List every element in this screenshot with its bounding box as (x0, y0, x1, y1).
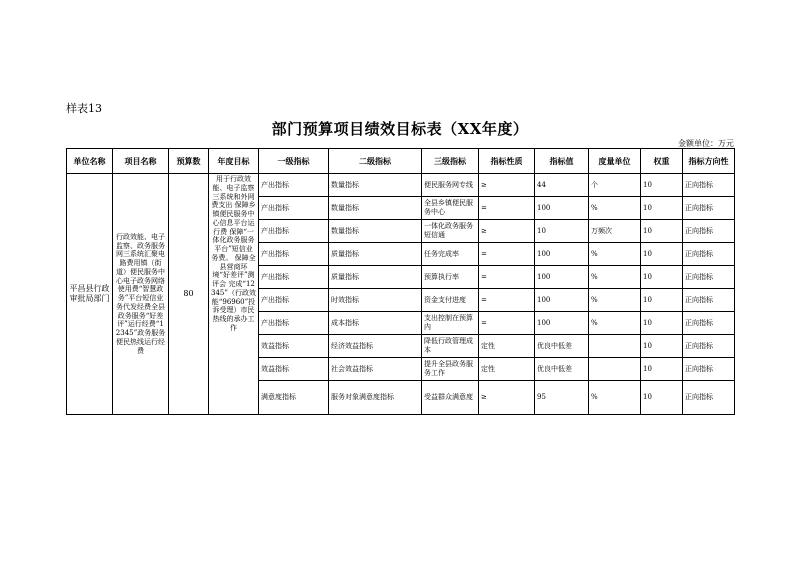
weight-cell: 10 (641, 312, 683, 335)
indicator-nature-cell: ≥ (479, 220, 535, 243)
direction-cell: 正向指标 (683, 289, 735, 312)
indicator-nature-cell: = (479, 312, 535, 335)
level1-indicator-cell: 产出指标 (259, 243, 329, 266)
indicator-nature-cell: 定性 (479, 358, 535, 381)
column-header: 指标值 (535, 149, 589, 174)
level3-indicator-cell: 提升全县政务服务工作 (422, 358, 479, 381)
level3-indicator-cell: 降低行政管理成本 (422, 335, 479, 358)
direction-cell: 正向指标 (683, 174, 735, 197)
level3-indicator-cell: 全县乡镇便民服务中心 (422, 197, 479, 220)
weight-cell: 10 (641, 358, 683, 381)
indicator-value-cell: 100 (535, 197, 589, 220)
level3-indicator-cell: 便民服务网专线 (422, 174, 479, 197)
indicator-nature-cell: = (479, 266, 535, 289)
level3-indicator-cell: 受益群众满意度 (422, 381, 479, 415)
page-title: 部门预算项目绩效目标表（XX年度） (271, 120, 529, 138)
weight-cell: 10 (641, 174, 683, 197)
level2-indicator-cell: 质量指标 (329, 243, 422, 266)
level2-indicator-cell: 质量指标 (329, 266, 422, 289)
direction-cell: 正向指标 (683, 266, 735, 289)
indicator-value-cell: 优良中低差 (535, 358, 589, 381)
level2-indicator-cell: 成本指标 (329, 312, 422, 335)
annual-goal-cell (209, 174, 259, 415)
unit-name-cell: 平昌县行政审批局部门 (67, 174, 113, 415)
level1-indicator-cell: 效益指标 (259, 335, 329, 358)
level1-indicator-cell: 满意度指标 (259, 381, 329, 415)
level3-indicator-cell: 支出控制在预算内 (422, 312, 479, 335)
sample-label: 样表13 (66, 102, 102, 115)
level1-indicator-cell: 效益指标 (259, 358, 329, 381)
project-name-cell: 行政效能、电子监察、政务服务网三系统汇聚电路费用镇（街道）便民服务中心电子政务网络使用费“智慧政务”平台短信业务代发经费全县政务服务“好差评”运行经费“12345”政务服务便民热线运行经费 (113, 174, 169, 415)
column-header: 权重 (641, 149, 683, 174)
direction-cell: 正向指标 (683, 220, 735, 243)
indicator-value-cell: 100 (535, 243, 589, 266)
level3-indicator-cell: 资金支付进度 (422, 289, 479, 312)
measure-unit-cell: % (589, 243, 641, 266)
direction-cell: 正向指标 (683, 197, 735, 220)
column-header: 一级指标 (259, 149, 329, 174)
level1-indicator-cell: 产出指标 (259, 197, 329, 220)
level1-indicator-cell: 产出指标 (259, 289, 329, 312)
direction-cell: 正向指标 (683, 335, 735, 358)
column-header: 项目名称 (113, 149, 169, 174)
column-header: 三级指标 (422, 149, 479, 174)
level1-indicator-cell: 产出指标 (259, 266, 329, 289)
weight-cell: 10 (641, 266, 683, 289)
measure-unit-cell (589, 358, 641, 381)
direction-cell: 正向指标 (683, 243, 735, 266)
column-header: 度量单位 (589, 149, 641, 174)
weight-cell: 10 (641, 197, 683, 220)
measure-unit-cell: % (589, 381, 641, 415)
column-header: 指标性质 (479, 149, 535, 174)
amount-unit-label: 金额单位：万元 (678, 139, 734, 148)
column-header: 单位名称 (67, 149, 113, 174)
level1-indicator-cell: 产出指标 (259, 312, 329, 335)
column-header: 年度目标 (209, 149, 259, 174)
measure-unit-cell: % (589, 312, 641, 335)
level3-indicator-cell: 一体化政务服务短信通 (422, 220, 479, 243)
measure-unit-cell: % (589, 266, 641, 289)
weight-cell: 10 (641, 243, 683, 266)
indicator-value-cell: 100 (535, 289, 589, 312)
measure-unit-cell: % (589, 197, 641, 220)
level3-indicator-cell: 任务完成率 (422, 243, 479, 266)
indicator-nature-cell: = (479, 243, 535, 266)
indicator-nature-cell: = (479, 289, 535, 312)
level2-indicator-cell: 服务对象满意度指标 (329, 381, 422, 415)
column-header: 二级指标 (329, 149, 422, 174)
indicator-value-cell: 100 (535, 312, 589, 335)
weight-cell: 10 (641, 289, 683, 312)
level2-indicator-cell: 时效指标 (329, 289, 422, 312)
indicator-value-cell: 100 (535, 266, 589, 289)
level2-indicator-cell: 数量指标 (329, 197, 422, 220)
direction-cell: 正向指标 (683, 312, 735, 335)
measure-unit-cell: % (589, 289, 641, 312)
level2-indicator-cell: 数量指标 (329, 220, 422, 243)
table-header-row (67, 149, 735, 174)
annual-goal-text: 用于行政效能、电子监察三系统和外网费支出 保障乡镇便民服务中心信息平台运行费 保障“一体化政务服务平台”短信业务费。 保障全县营商环境“好差评”测评会 完成“12345”（行政效能“96960”投诉受理）市民热线的承办工作 (211, 175, 256, 332)
weight-cell: 10 (641, 220, 683, 243)
table-row (67, 174, 735, 197)
weight-cell: 10 (641, 335, 683, 358)
indicator-nature-cell: 定性 (479, 335, 535, 358)
measure-unit-cell: 万频次 (589, 220, 641, 243)
direction-cell: 正向指标 (683, 358, 735, 381)
performance-goal-table (66, 148, 735, 415)
measure-unit-cell (589, 335, 641, 358)
measure-unit-cell: 个 (589, 174, 641, 197)
level2-indicator-cell: 数量指标 (329, 174, 422, 197)
level1-indicator-cell: 产出指标 (259, 174, 329, 197)
level3-indicator-cell: 预算执行率 (422, 266, 479, 289)
weight-cell: 10 (641, 381, 683, 415)
indicator-value-cell: 10 (535, 220, 589, 243)
indicator-value-cell: 95 (535, 381, 589, 415)
level2-indicator-cell: 经济效益指标 (329, 335, 422, 358)
level1-indicator-cell: 产出指标 (259, 220, 329, 243)
direction-cell: 正向指标 (683, 381, 735, 415)
budget-cell: 80 (169, 174, 209, 415)
indicator-nature-cell: ≥ (479, 174, 535, 197)
indicator-value-cell: 44 (535, 174, 589, 197)
indicator-nature-cell: ≥ (479, 381, 535, 415)
column-header: 预算数 (169, 149, 209, 174)
indicator-nature-cell: = (479, 197, 535, 220)
indicator-value-cell: 优良中低差 (535, 335, 589, 358)
column-header: 指标方向性 (683, 149, 735, 174)
level2-indicator-cell: 社会效益指标 (329, 358, 422, 381)
